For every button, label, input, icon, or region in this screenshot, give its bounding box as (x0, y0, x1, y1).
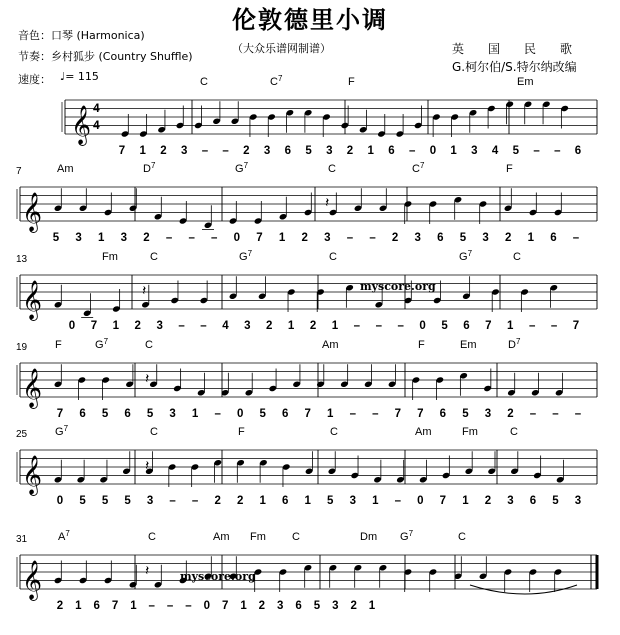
jianpu-note: 7 (111, 600, 119, 612)
chord-symbol: F (348, 76, 355, 88)
chord-symbol: $D^7$ (508, 337, 521, 351)
jianpu-note: 3 (332, 600, 339, 612)
jianpu-note: – (169, 495, 176, 507)
jianpu-note: 3 (75, 232, 82, 244)
jianpu-note: 3 (414, 232, 421, 244)
chord-symbol: C (292, 531, 300, 543)
chord-symbol: $D^7$ (143, 161, 156, 175)
chord-symbol: C (513, 251, 521, 263)
jianpu-note: 0 (236, 408, 244, 420)
jianpu-note: – (369, 232, 376, 244)
chord-symbol: C (458, 531, 466, 543)
chord-symbol: $G^7$ (95, 337, 109, 351)
time-signature-bottom: 4 (93, 118, 100, 132)
arranger-credit: G.柯尔伯/S.特尔纳改编 (452, 60, 577, 74)
jianpu-note: – (222, 145, 229, 157)
jianpu-note: – (397, 320, 404, 332)
chord-symbol: $G^7$ (239, 249, 253, 263)
jianpu-note: 7 (394, 408, 402, 420)
jianpu-note: 6 (463, 320, 470, 332)
chord-symbol: $C^7$ (412, 161, 425, 175)
quarter-rest: 𝄽 (145, 371, 150, 387)
chord-symbol: C (330, 426, 338, 438)
jianpu-note: 1 (450, 145, 457, 157)
jianpu-note: 2 (160, 145, 167, 157)
jianpu-note: – (554, 145, 561, 157)
jianpu-note: 5 (441, 320, 448, 332)
jianpu-note: 1 (462, 495, 469, 507)
jianpu-note: 2 (507, 408, 514, 420)
jianpu-note: 6 (550, 232, 557, 244)
jianpu-note: – (346, 232, 354, 244)
measure-number: 13 (16, 254, 28, 265)
jianpu-note: 3 (180, 145, 188, 157)
jianpu-note: 5 (305, 145, 312, 157)
jianpu-note: 3 (263, 145, 271, 157)
time-signature-top: 4 (93, 101, 100, 115)
jianpu-note: – (550, 320, 558, 332)
chord-symbol: $G^7$ (55, 424, 69, 438)
jianpu-note: – (166, 600, 174, 612)
measure-number: 25 (16, 429, 28, 440)
jianpu-note: 7 (417, 408, 424, 420)
jianpu-note: 0 (417, 495, 424, 507)
jianpu-note: 1 (372, 495, 379, 507)
quarter-rest: 𝄽 (145, 563, 150, 579)
jianpu-note: – (372, 408, 379, 420)
jianpu-note: – (191, 495, 199, 507)
jianpu-note: 5 (124, 495, 131, 507)
jianpu-note: 1 (527, 232, 534, 244)
jianpu-note: 5 (79, 495, 86, 507)
jianpu-note: – (178, 320, 185, 332)
jianpu-note: 3 (326, 145, 333, 157)
jianpu-note: 1 (331, 320, 339, 332)
quarter-rest: 𝄽 (142, 283, 147, 299)
jianpu-note: 2 (346, 145, 354, 157)
jianpu-note: 4 (222, 320, 229, 332)
quarter-rest: 𝄽 (325, 195, 330, 211)
song-title: 伦敦德里小调 (232, 6, 388, 34)
jianpu-note: 1 (304, 495, 311, 507)
jianpu-note: 5 (259, 408, 266, 420)
chord-symbol: $A^7$ (58, 529, 70, 543)
jianpu-note: 2 (236, 495, 244, 507)
jianpu-note: – (185, 600, 192, 612)
jianpu-note: 1 (75, 600, 82, 612)
jianpu-note: – (200, 320, 207, 332)
jianpu-note: 0 (68, 320, 76, 332)
chord-symbol: C (148, 531, 156, 543)
treble-clef: 𝄞 (22, 560, 43, 600)
chord-symbol: C (328, 163, 336, 175)
jianpu-note: 1 (278, 232, 286, 244)
jianpu-note: 2 (309, 320, 317, 332)
jianpu-note: 6 (439, 408, 447, 420)
jianpu-note: 2 (301, 232, 308, 244)
jianpu-note: 6 (529, 495, 537, 507)
origin-credit: 英 国 民 歌 (452, 42, 573, 56)
jianpu-note: – (201, 145, 209, 157)
jianpu-note: 7 (304, 408, 311, 420)
jianpu-note: 5 (459, 232, 467, 244)
chord-symbol: F (55, 339, 62, 351)
jianpu-note: 1 (98, 232, 105, 244)
chord-symbol: $C^7$ (270, 74, 283, 88)
measure-number: 19 (16, 342, 28, 353)
chord-symbol: Fm (250, 531, 266, 543)
jianpu-note: 7 (56, 408, 64, 420)
chord-symbol: C (150, 426, 158, 438)
timbre-label: 音色：口琴 (Harmonica) (18, 29, 145, 42)
jianpu-note: 3 (277, 600, 284, 612)
jianpu-note: 7 (485, 320, 492, 332)
jianpu-note: 5 (512, 145, 520, 157)
jianpu-note: 6 (93, 600, 100, 612)
jianpu-note: 3 (146, 495, 154, 507)
jianpu-note: 3 (120, 232, 128, 244)
jianpu-note: 0 (233, 232, 241, 244)
chord-symbol: F (506, 163, 513, 175)
jianpu-note: 2 (391, 232, 399, 244)
measure-number: 7 (16, 166, 22, 177)
measure-number: 31 (16, 534, 28, 545)
chord-symbol: Em (517, 76, 534, 88)
jianpu-note: 7 (256, 232, 263, 244)
chord-symbol: C (329, 251, 337, 263)
chord-symbol: C (200, 76, 208, 88)
jianpu-note: 2 (350, 600, 357, 612)
watermark: myscore.org (360, 280, 436, 293)
chord-symbol: Em (460, 339, 477, 351)
chord-symbol: $G^7$ (400, 529, 414, 543)
chord-symbol: Am (322, 339, 339, 351)
jianpu-note: – (574, 408, 582, 420)
jianpu-note: – (529, 408, 537, 420)
jianpu-note: – (349, 408, 356, 420)
jianpu-note: 1 (368, 600, 376, 612)
tempo-label: 速度： (18, 73, 51, 86)
chord-symbol: C (150, 251, 158, 263)
jianpu-note: 0 (429, 145, 437, 157)
chord-symbol: $G^7$ (235, 161, 249, 175)
jianpu-note: 6 (388, 145, 395, 157)
jianpu-note: 4 (491, 145, 499, 157)
treble-clef: 𝄞 (22, 192, 43, 232)
jianpu-note: 5 (313, 600, 321, 612)
jianpu-note: 1 (507, 320, 514, 332)
jianpu-note: – (552, 408, 559, 420)
jianpu-note: – (408, 145, 416, 157)
chord-symbol: Fm (462, 426, 478, 438)
chord-symbol: Am (213, 531, 230, 543)
jianpu-note: – (211, 232, 218, 244)
jianpu-note: 6 (124, 408, 131, 420)
tie-arc (470, 585, 577, 594)
jianpu-note: 3 (324, 232, 331, 244)
treble-clef: 𝄞 (22, 455, 43, 495)
jianpu-note: – (528, 320, 536, 332)
jianpu-note: 6 (295, 600, 302, 612)
jianpu-note: 3 (507, 495, 514, 507)
jianpu-note: 1 (287, 320, 295, 332)
jianpu-note: – (188, 232, 195, 244)
source-note: （大众乐谱网制谱） (232, 42, 331, 55)
jianpu-note: 7 (439, 495, 447, 507)
jianpu-note: 3 (484, 408, 492, 420)
watermark: myscore.org (180, 570, 256, 583)
jianpu-note: 7 (118, 145, 126, 157)
jianpu-note: 6 (79, 408, 86, 420)
jianpu-note: 2 (243, 145, 250, 157)
jianpu-note: 2 (143, 232, 150, 244)
jianpu-note: – (214, 408, 221, 420)
jianpu-note: – (353, 320, 361, 332)
jianpu-note: 6 (574, 145, 582, 157)
chord-symbol: F (418, 339, 425, 351)
chord-symbol: C (510, 426, 518, 438)
jianpu-note: 6 (282, 408, 289, 420)
jianpu-note: – (533, 145, 540, 157)
jianpu-note: 1 (191, 408, 199, 420)
jianpu-note: 0 (203, 600, 211, 612)
jianpu-note: – (394, 495, 402, 507)
jianpu-note: 5 (101, 408, 109, 420)
jianpu-note: 7 (572, 320, 580, 332)
jianpu-note: 6 (437, 232, 444, 244)
treble-clef: 𝄞 (22, 368, 43, 408)
jianpu-note: 2 (266, 320, 273, 332)
jianpu-note: 5 (146, 408, 154, 420)
jianpu-note: 2 (214, 495, 221, 507)
jianpu-note: 5 (101, 495, 109, 507)
jianpu-note: 2 (134, 320, 141, 332)
chord-symbol: C (145, 339, 153, 351)
jianpu-note: 6 (282, 495, 289, 507)
quarter-rest: 𝄽 (145, 458, 150, 474)
jianpu-note: – (148, 600, 155, 612)
jianpu-note: – (165, 232, 173, 244)
jianpu-note: 7 (90, 320, 98, 332)
jianpu-note: 3 (349, 495, 356, 507)
chord-symbol: Fm (102, 251, 118, 263)
jianpu-note: 1 (139, 145, 146, 157)
treble-clef: 𝄞 (71, 105, 92, 145)
jianpu-note: 0 (56, 495, 64, 507)
tempo-value: ♩= 115 (60, 70, 99, 83)
jianpu-note: 1 (327, 408, 334, 420)
jianpu-note: 3 (156, 320, 163, 332)
jianpu-note: 3 (482, 232, 489, 244)
chord-symbol: Dm (360, 531, 378, 543)
jianpu-note: 1 (130, 600, 137, 612)
jianpu-note: 5 (552, 495, 559, 507)
jianpu-note: 5 (462, 408, 469, 420)
jianpu-note: 2 (56, 600, 64, 612)
jianpu-note: 3 (169, 408, 176, 420)
jianpu-note: 3 (244, 320, 251, 332)
jianpu-note: 2 (484, 495, 492, 507)
jianpu-note: 1 (112, 320, 120, 332)
jianpu-note: 1 (240, 600, 247, 612)
chord-symbol: $G^7$ (459, 249, 473, 263)
jianpu-note: 5 (52, 232, 60, 244)
jianpu-note: 1 (367, 145, 374, 157)
jianpu-note: 0 (419, 320, 426, 332)
jianpu-note: – (375, 320, 382, 332)
jianpu-note: – (572, 232, 580, 244)
jianpu-note: 2 (504, 232, 512, 244)
treble-clef: 𝄞 (22, 280, 43, 320)
chord-symbol: F (238, 426, 245, 438)
jianpu-note: 5 (327, 495, 334, 507)
jianpu-note: 6 (284, 145, 292, 157)
jianpu-note: 7 (221, 600, 229, 612)
chord-symbol: Am (57, 163, 74, 175)
rhythm-label: 节奏：乡村狐步 (Country Shuffle) (18, 50, 193, 63)
jianpu-note: 3 (574, 495, 582, 507)
jianpu-note: 1 (259, 495, 266, 507)
jianpu-note: 3 (471, 145, 478, 157)
chord-symbol: Am (415, 426, 432, 438)
jianpu-note: 2 (258, 600, 266, 612)
